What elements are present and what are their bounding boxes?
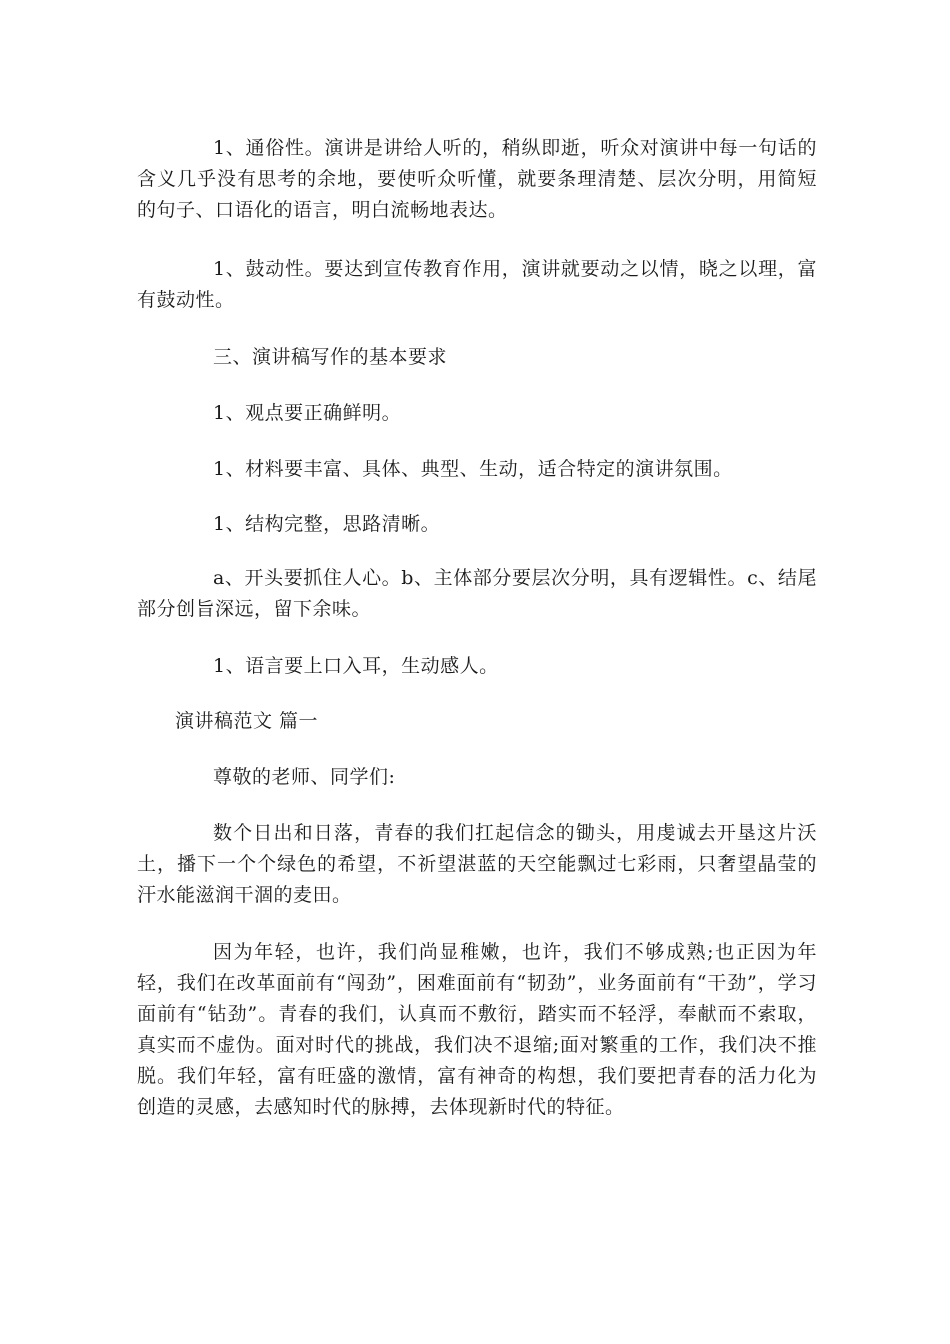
paragraph-material: 1、材料要丰富、具体、典型、生动，适合特定的演讲氛围。 — [213, 458, 733, 480]
speech-paragraph-2: 因为年轻，也许，我们尚显稚嫩，也许，我们不够成熟;也正因为年轻，我们在改革面前有“闯劲”，困难面前有“韧劲”，业务面前有“干劲”，学习面前有“钻劲”。青春的我们，认真而不敷衍，踏实而不轻浮，奉献而不索取，真实而不虚伪。面对时代的挑战，我们决不退缩;面对繁重的工作，我们决不推脱。我们年轻，富有旺盛的激情，富有神奇的构想，我们要把青春的活力化为创造的灵感，去感知时代的脉搏，去体现新时代的特征。 — [137, 941, 817, 1118]
speech-paragraph-1: 数个日出和日落，青春的我们扛起信念的锄头，用虔诚去开垦这片沃土，播下一个个绿色的希望，不祈望湛蓝的天空能飘过七彩雨，只奢望晶莹的汗水能滋润干涸的麦田。 — [137, 822, 817, 906]
section-heading-requirements: 三、演讲稿写作的基本要求 — [213, 346, 448, 368]
paragraph-inspiring: 1、鼓动性。要达到宣传教育作用，演讲就要动之以情，晓之以理，富有鼓动性。 — [137, 258, 817, 311]
paragraph-structure-details: a、开头要抓住人心。b、主体部分要层次分明，具有逻辑性。c、结尾部分创旨深远，留下余味。 — [137, 567, 817, 620]
paragraph-language: 1、语言要上口入耳，生动感人。 — [213, 655, 499, 677]
speech-salutation: 尊敬的老师、同学们: — [213, 766, 396, 788]
paragraph-popularity: 1、通俗性。演讲是讲给人听的，稍纵即逝，听众对演讲中每一句话的含义几乎没有思考的余地，要使听众听懂，就要条理清楚、层次分明，用简短的句子、口语化的语言，明白流畅地表达。 — [137, 137, 817, 221]
paragraph-viewpoint: 1、观点要正确鲜明。 — [213, 402, 402, 424]
paragraph-structure: 1、结构完整，思路清晰。 — [213, 513, 441, 535]
section-title: 演讲稿范文 篇一 — [175, 710, 319, 732]
